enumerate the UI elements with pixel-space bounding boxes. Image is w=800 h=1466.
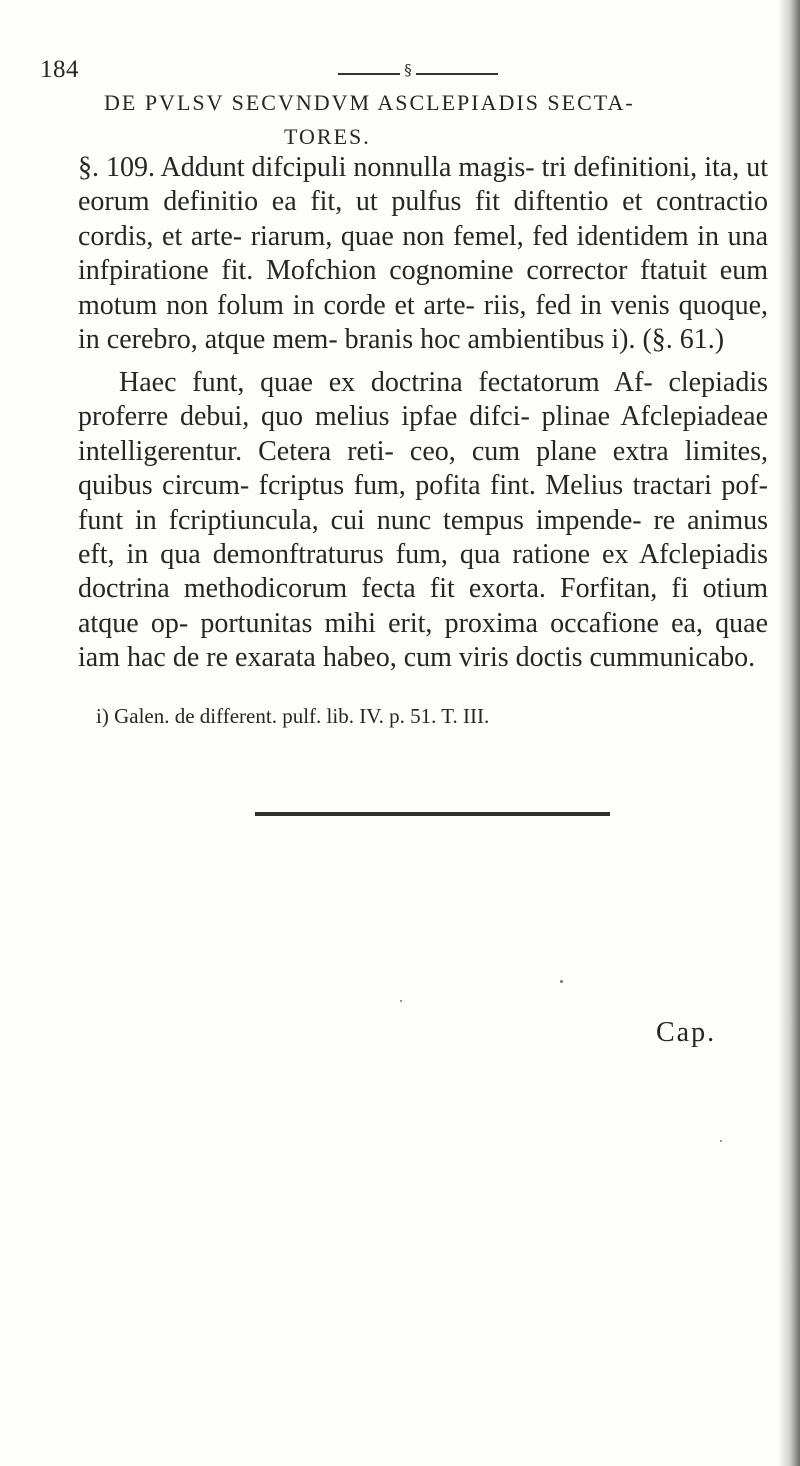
running-head (104, 86, 664, 154)
footnote: i) Galen. de different. pulf. lib. IV. p. 51. T. III. (96, 704, 490, 728)
ornament-rule-right (416, 73, 498, 75)
page-number: 184 (40, 56, 79, 83)
paper-speck (400, 1000, 402, 1002)
paragraph-1: §. 109. Addunt difcipuli nonnulla magis- tri definitioni, ita, ut eorum definitio ea fit, ut pulfus fit diftentio et contractio cordis, et arte- riarum, quae non femel, fed identidem in una infpiratione fit. Mofchion cognomine corrector ftatuit eum motum non folum in corde et arte- riis, fed in venis quoque, in cerebro, atque mem- branis hoc ambientibus i). (§. 61.) (78, 152, 768, 356)
bottom-rule (255, 812, 610, 816)
paper-speck (560, 980, 563, 983)
paper-speck (720, 1140, 722, 1142)
ornament-rule-left (338, 73, 400, 75)
page-edge-shadow (778, 0, 800, 1466)
running-head-line-2: TORES. (284, 124, 371, 149)
paragraph-2: Haec funt, quae ex doctrina fectatorum Af- clepiadis proferre debui, quo melius ipfae difci- plinae Afclepiadeae intelligerentur. Cetera reti- ceo, cum plane extra limites, quibus circum- fcriptus fum, pofita fint. Melius tractari pof- funt in fcriptiuncula, cui nunc tempus impende- re animus eft, in qua demonftraturus fum, qua ratione ex Afclepiadis doctrina methodicorum fecta fit exorta. Forfitan, fi otium atque op- portunitas mihi erit, proxima occafione ea, quae iam hac de re exarata habeo, cum viris doctis cummunicabo. (78, 367, 768, 674)
signature-mark: § (404, 61, 412, 79)
catchword: Cap. (656, 1017, 717, 1048)
running-head-line-1: DE PVLSV SECVNDVM ASCLEPIADIS SECTA- (104, 90, 635, 115)
signature-ornament (338, 61, 498, 79)
